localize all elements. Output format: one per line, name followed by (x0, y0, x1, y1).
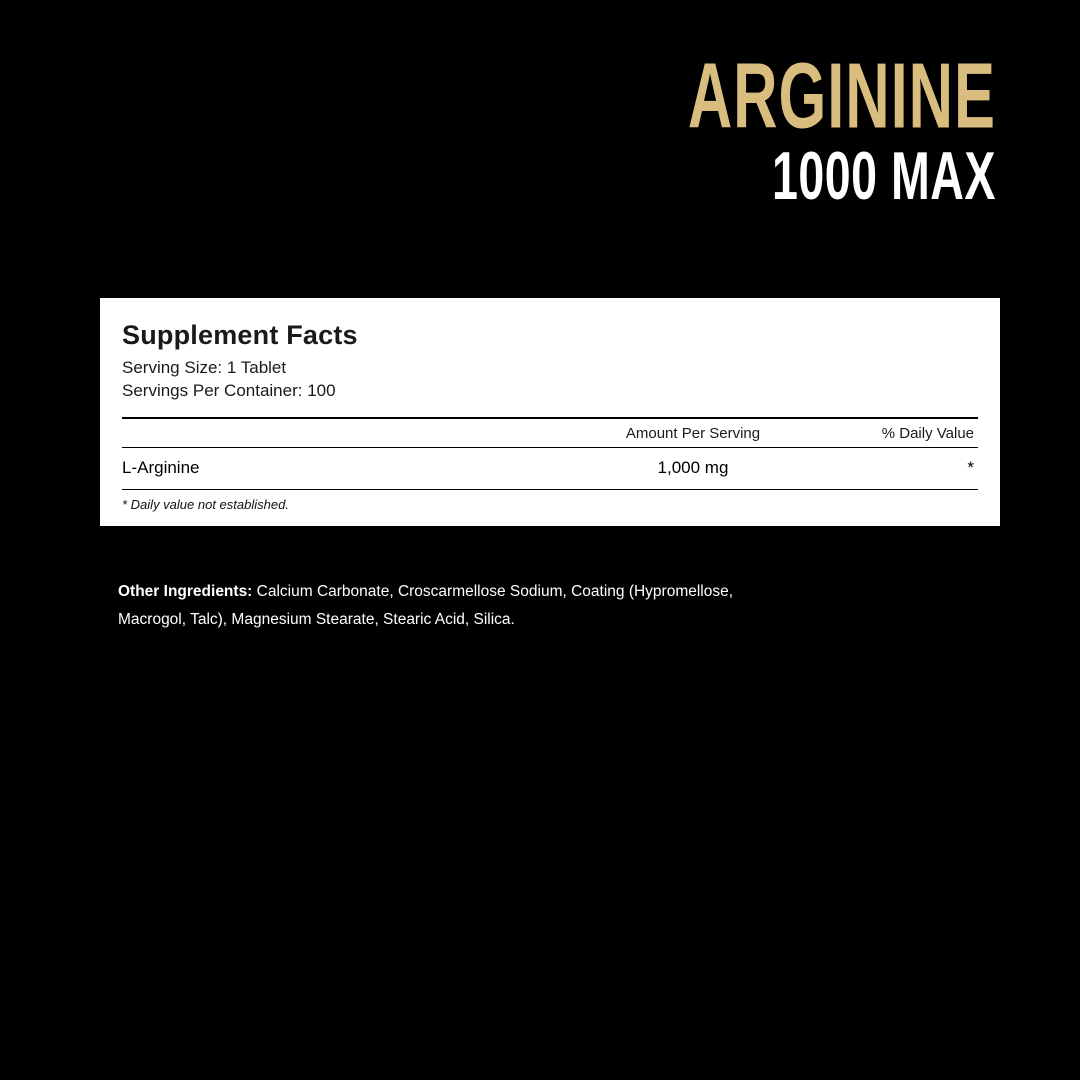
serving-size: Serving Size: 1 Tablet (122, 358, 287, 377)
header-amount-per-serving: Amount Per Serving (625, 424, 761, 442)
daily-value-footnote: * Daily value not established. (122, 496, 289, 512)
supplement-facts-panel (100, 298, 1000, 526)
servings-per-container: Servings Per Container: 100 (122, 380, 336, 400)
nutrient-daily-value: * (967, 457, 974, 477)
product-name: ARGININE (687, 43, 996, 148)
nutrient-name: L-Arginine (122, 457, 200, 477)
other-ingredients (118, 578, 778, 634)
supplement-facts-title: Supplement Facts (122, 320, 358, 350)
other-ingredients-label: Other Ingredients: (118, 583, 253, 600)
brand-lockup (675, 43, 996, 215)
nutrient-amount: 1,000 mg (657, 457, 729, 477)
header-percent-daily-value: % Daily Value (881, 424, 974, 442)
other-ingredients-text: Calcium Carbonate, Croscarmellose Sodium, Coating (Hypromellose, Macrogol, Talc), Magnesium Stearate, Stearic Acid, Silica. (118, 583, 734, 628)
table-header-row (122, 419, 978, 447)
table-row (122, 448, 978, 489)
product-variant: 1000 MAX (772, 139, 996, 215)
